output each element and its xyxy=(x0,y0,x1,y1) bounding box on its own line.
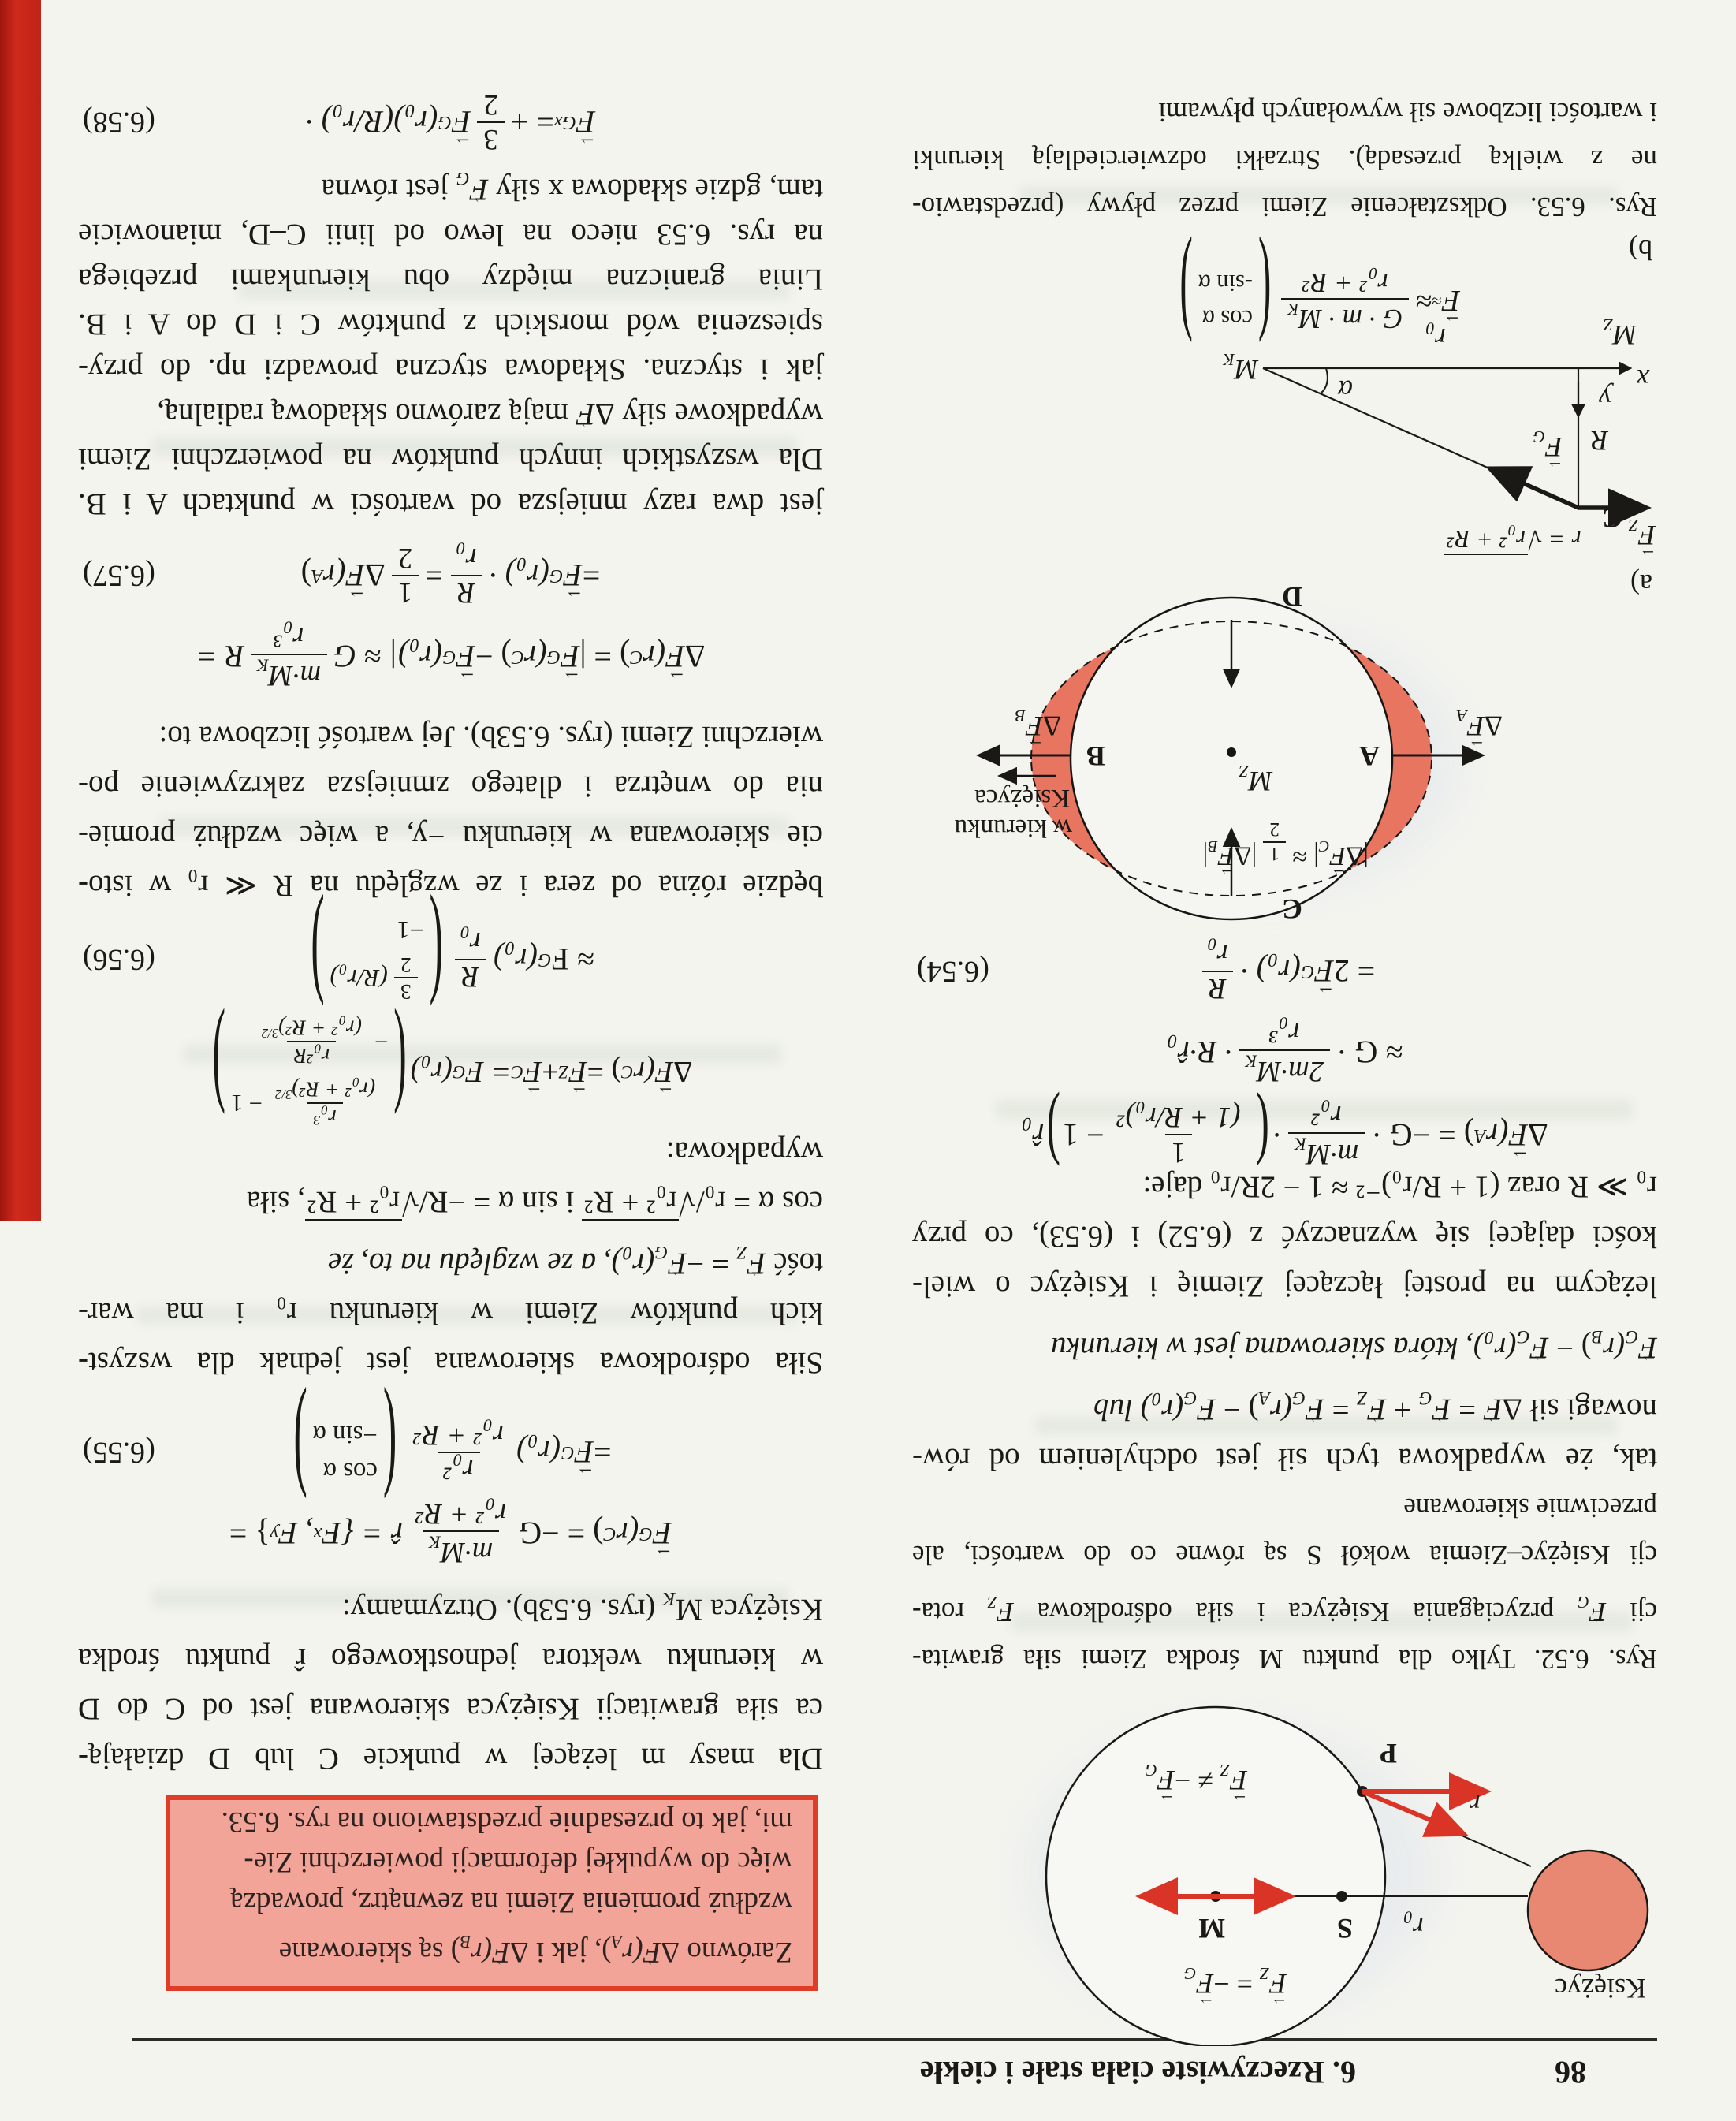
text-line: nowagi sił Δ⇀ F = ⇀ $F_G$ + ⇀ $F_Z$ = ⇀ $F_G(r_A)$ − ⇀ $F_G(r_0)$ lub xyxy=(912,1373,1657,1434)
y-axis-label: y xyxy=(1599,382,1611,414)
alpha-angle-arc xyxy=(1321,368,1328,393)
point-s-label: S xyxy=(1336,1913,1353,1944)
highlight-line: Zarówno Δ⇀ $F(r_A)$, jak i Δ⇀ $F(r_B)$ są skierowane xyxy=(191,1922,792,1972)
fg-vector-arrow xyxy=(1493,470,1578,508)
point-p-label: P xyxy=(1380,1738,1397,1769)
highlight-line: wzdłuż promienia Ziemi na zewnątrz, prowadzą xyxy=(230,1885,792,1918)
text-line: wierzchni Ziemi (rys. 6.53b). Jej wartość liczbowa to: xyxy=(158,720,823,754)
equation-line: Δ ⇀ F (r C ) = | ⇀ F G (r C ) − ⇀ F G (r₀)| ≈ G $m\cdot M_K$ r₀³ R = xyxy=(78,621,823,692)
paragraph-right-1 xyxy=(78,1573,823,1784)
equation-line: = ⇀ F G (r₀) · R r₀ = 1 2 Δ ⇀ F (r A ) (6.57) xyxy=(78,541,823,609)
equation-number: (6.55) xyxy=(83,1435,155,1469)
moon-circle xyxy=(1528,1851,1648,1970)
subfigure-a-label: a) xyxy=(1630,568,1652,600)
text-line: leżącym na prostej łączącej Ziemię i Księżyc o wiel- xyxy=(912,1269,1657,1304)
caption-line: cji Księżyc–Ziemia wokół S są równe co do wartości, ale xyxy=(912,1540,1657,1571)
text-line: Linia graniczna między obu kierunkami przebiega xyxy=(78,263,823,296)
text-line: tość ⇀ $F_Z$ = −⇀ $F_G(r_0)$, a ze względu na to, że xyxy=(78,1227,823,1288)
figure-6-52 xyxy=(912,1695,1657,2046)
fz-label: ⇀ $F_Z$ xyxy=(1629,515,1656,552)
equation-6-55 xyxy=(78,1385,823,1569)
fg-label: ⇀ $F_G$ xyxy=(1533,427,1563,464)
equation-number: (6.54) xyxy=(917,954,989,988)
r0-label: r₀ xyxy=(1403,1911,1424,1943)
text-line: Siła odśrodkowa skierowana jest jednak dla wszyst- xyxy=(78,1346,823,1380)
text-line: jak i styczna. Składowa styczna prowadzi np. do przy- xyxy=(78,352,823,386)
alpha-label: α xyxy=(1338,375,1353,406)
point-s xyxy=(1336,1891,1347,1902)
paragraph-left xyxy=(912,1162,1657,1484)
point-m-label: M xyxy=(1198,1913,1225,1944)
moon-direction-label-2: Księżyca xyxy=(974,784,1070,812)
subfigure-b-label: b) xyxy=(1629,234,1652,266)
highlight-box xyxy=(166,1795,818,1991)
equation-number: (6.58) xyxy=(83,105,155,139)
equation-line: = 2 ⇀ F G (r₀) · R r₀ (6.54) xyxy=(912,937,1657,1005)
point-d-label: D xyxy=(1282,581,1302,613)
text-line: Dla wszystkich innych punktów na powierzchni Ziemi xyxy=(78,442,823,476)
equation-6-56 xyxy=(78,892,823,1137)
text-line: kości dającej się wyznaczyć z (6.52) i (6.53), co przy xyxy=(912,1220,1657,1254)
point-c-label: C xyxy=(1282,893,1302,925)
rp-label: r xyxy=(1469,1788,1481,1820)
earth-mass-label: $M_Z$ xyxy=(1239,761,1272,797)
highlight-line: więc do wypukłej deformacji powierzchni Zie- xyxy=(244,1845,792,1878)
earth-center-dot xyxy=(1227,747,1236,757)
point-a-label: A xyxy=(1359,740,1380,772)
caption-6-52 xyxy=(912,1484,1657,1683)
paragraph-right-4 xyxy=(78,155,823,527)
figure-6-53b xyxy=(912,235,1657,577)
moon-label: Księżyc xyxy=(1555,1973,1646,2004)
equation-line: ⇀ F Gx = + 3 2 ⇀ F G (r₀)(R/r₀) · (6.58) xyxy=(78,88,823,156)
caption-line: Rys. 6.52. Tylko dla punktu M środka Ziemi siła grawita- xyxy=(912,1644,1657,1675)
text-line: r₀ ≫ R oraz (1 + R/r₀)⁻² ≈ 1 − 2R/r₀ daje: xyxy=(1142,1170,1657,1205)
text-line: będzie różna od zera i ze względu na R ≪ r₀ w isto- xyxy=(78,869,823,903)
caption-line: ne z wielką przesadą). Strzałki odzwierciedlają kierunki xyxy=(912,144,1657,175)
caption-line: Rys. 6.53. Odkształcenie Ziemi przez pływy (przedstawio- xyxy=(912,192,1657,222)
scanner-red-bar xyxy=(0,0,41,1221)
r0-label: r₀ xyxy=(1425,322,1446,354)
force-ratio-formula: |Δ⇀ $F_C|$ ≈ 1 2 |Δ⇀ $F_B|$ xyxy=(1202,818,1369,870)
caption-line: przeciwnie skierowane xyxy=(1403,1493,1657,1523)
fgc-formula: ⇀ F ≈ ≈ $G \cdot m \cdot M_K$ r₀² + R² ( cos α -sin α ) xyxy=(1050,267,1460,334)
caption-line: i wartości liczbowe sił wywołanych pływami xyxy=(1158,97,1657,128)
text-line: jest dwa razy mniejsza od wartości w punktach A i B. xyxy=(78,487,823,521)
chapter-header: 6. Rzeczywiste ciała stałe i ciekłe xyxy=(919,2055,1356,2090)
delta-fa-label: Δ⇀ $F_A$ xyxy=(1457,706,1503,743)
figure-6-53a-drawing xyxy=(912,576,1657,923)
fz-equals-fg-label: ⇀ $F_Z$ = −⇀ $F_G$ xyxy=(1184,1963,1287,2000)
text-line: cie skierowana w kierunku −y, a więc wzdłuż promie- xyxy=(78,819,823,853)
caption-line: cji ⇀ $F_G$ przyciągania Księżyca i siła odśrodkowa ⇀ $F_Z$ rota- xyxy=(912,1579,1657,1635)
figure-6-53a xyxy=(912,576,1657,923)
highlight-line: mi, jak to przesadnie przedstawiono na rys. 6.53. xyxy=(221,1805,792,1838)
caption-6-53 xyxy=(912,88,1657,230)
equation-6-58 xyxy=(78,76,823,156)
r-hypotenuse-label: r = √r₀² + R² xyxy=(1444,524,1581,554)
equation-number: (6.56) xyxy=(83,942,155,976)
text-line: Księżyca $M_K$ (rys. 6.53b). Otrzymamy: xyxy=(341,1588,823,1627)
text-line: wypadkowe siły Δ⇀ F mają zarówno składową radialną, xyxy=(78,392,823,437)
page-number: 86 xyxy=(1555,2055,1586,2090)
point-c-label: C xyxy=(1602,502,1622,534)
equation-line: ⇀ F G (r C ) = −G $m\cdot M_K$ r₀² + R² r̂ = {F x , F y } = xyxy=(78,1497,823,1569)
fz-notequals-fg-label: ⇀ $F_Z$ ≠ −⇀ $F_G$ xyxy=(1145,1760,1247,1797)
point-b-label: B xyxy=(1086,740,1105,772)
text-line: tam, gdzie składowa x siły ⇀ $F_G$ jest równa xyxy=(78,155,823,212)
r-capital-label: R xyxy=(1591,425,1608,457)
equation-6-57 xyxy=(78,530,823,692)
text-line: nia do wnętrza i dlatego zmniejsza zakrzywienie po- xyxy=(78,770,823,803)
earth-mass-label: $M_Z$ xyxy=(1603,315,1637,351)
equation-line: Δ ⇀ F (r C ) = ⇀ F Z + ⇀ F C = F G (r₀) ( r₀³ $(r_0^2 + R^2)^{3/2}$ − 1 − r₀²R $(r_0^2 + R^2)^{3/2}$ ) xyxy=(78,1015,823,1129)
moon-mass-label: $M_K$ xyxy=(1223,349,1258,386)
paragraph-right-3 xyxy=(78,712,823,911)
text-line: w kierunku wektora jednostkowego r̂ punktu środka xyxy=(78,1642,823,1676)
equation-line: ≈ F G (r₀) R r₀ ( 3 2 (R/r₀) −1 ) (6.56) xyxy=(83,892,594,1027)
text-line: ⇀ $F_G(r_B)$ − ⇀ $F_G(r_0)$, która skierowana jest w kierunku xyxy=(912,1311,1657,1373)
delta-fb-label: Δ⇀ $F_B$ xyxy=(1015,706,1061,743)
text-line: Dla masy m leżącej w punkcie C lub D działają- xyxy=(78,1742,823,1776)
equation-line: = ⇀ F G (r₀) r₀² r₀² + R² ( cos α −sin α ) (6.55) xyxy=(78,1418,823,1486)
equation-number: (6.57) xyxy=(83,558,155,592)
text-line: ca siła grawitacji Księżyca skierowana jest od C do D xyxy=(78,1692,823,1726)
equation-line: Δ ⇀ F (r A ) = −G · $m\cdot M_K$ r₀² · ( 1 (1 + R/r₀)² − 1 ) r̂₀ xyxy=(912,1099,1657,1171)
text-line: na rys. 6.53 nieco na lewo od linii C–D, mianowicie xyxy=(78,218,823,252)
text-line: spieszenia wód morskich z punktów C i D do A i B. xyxy=(78,308,823,341)
equation-6-54 xyxy=(912,926,1657,1180)
equation-line: ≈ G · $2m\cdot M_K$ r₀³ · R·r̂₀ xyxy=(1166,1017,1403,1088)
text-line: wypadkowa: xyxy=(665,1135,823,1170)
text-line: cos α = r₀/√r₀² + R² i sin α = −R/√r₀² + R², siła xyxy=(247,1185,823,1220)
moon-direction-label-1: w kierunku xyxy=(954,814,1072,842)
x-axis-label: x xyxy=(1637,363,1649,395)
paragraph-right-2 xyxy=(78,1128,823,1388)
text-line: kich punktów Ziemi w kierunku r₀ i ma war- xyxy=(78,1296,823,1330)
text-line: tak, że wypadkowa tych sił jest odchyleniem od rów- xyxy=(912,1442,1657,1476)
